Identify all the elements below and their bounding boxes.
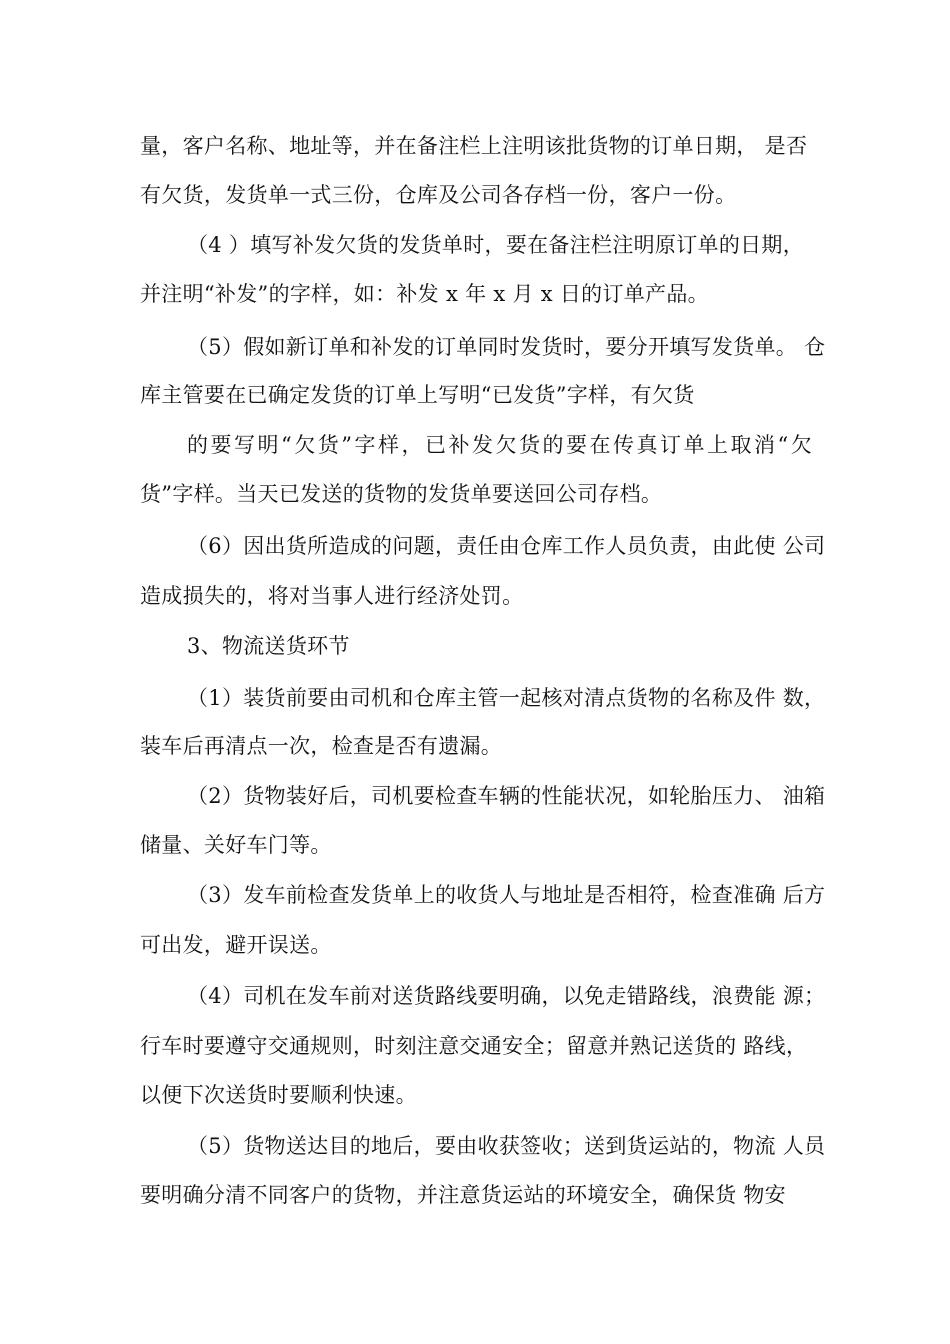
text-line-5: （5）假如新订单和补发的订单同时发货时，要分开填写发货单。 仓 xyxy=(187,335,826,359)
text-line-12: （1）装货前要由司机和仓库主管一起核对清点货物的名称及件 数， xyxy=(187,686,826,710)
text-line-4: 并注明“补发”的字样，如：补发 x 年 x 月 x 日的订单产品。 xyxy=(140,282,709,306)
text-line-13: 装车后再清点一次，检查是否有遗漏。 xyxy=(140,734,503,758)
text-line-16: （3）发车前检查发货单上的收货人与地址是否相符，检查准确 后方 xyxy=(187,883,826,907)
text-line-14: （2）货物装好后，司机要检查车辆的性能状况，如轮胎压力、 油箱 xyxy=(187,784,826,808)
text-line-22: 要明确分清不同客户的货物，并注意货运站的环境安全，确保货 物安 xyxy=(140,1183,786,1207)
text-line-17: 可出发，避开误送。 xyxy=(140,933,332,957)
text-line-20: 以便下次送货时要顺利快速。 xyxy=(140,1083,417,1107)
text-line-15: 储量、关好车门等。 xyxy=(140,833,332,857)
section-heading: 3、物流送货环节 xyxy=(187,634,350,658)
text-line-1: 量，客户名称、地址等，并在备注栏上注明该批货物的订单日期， 是否 xyxy=(140,134,808,158)
text-line-3: （4 ）填写补发欠货的发货单时，要在备注栏注明原订单的日期， xyxy=(187,233,805,257)
text-line-7: 的要写明“欠货”字样，已补发欠货的要在传真订单上取消“欠 xyxy=(187,433,815,457)
text-line-9: （6）因出货所造成的问题，责任由仓库工作人员负责，由此使 公司 xyxy=(187,534,826,558)
text-line-18: （4）司机在发车前对送货路线要明确，以免走错路线，浪费能 源； xyxy=(187,984,826,1008)
text-line-8: 货”字样。当天已发送的货物的发货单要送回公司存档。 xyxy=(140,482,663,506)
text-line-6: 库主管要在已确定发货的订单上写明“已发货”字样，有欠货 xyxy=(140,383,695,407)
text-line-21: （5）货物送达目的地后，要由收获签收；送到货运站的，物流 人员 xyxy=(187,1134,826,1158)
text-line-10: 造成损失的，将对当事人进行经济处罚。 xyxy=(140,584,524,608)
text-line-19: 行车时要遵守交通规则，时刻注意交通安全；留意并熟记送货的 路线， xyxy=(140,1034,808,1058)
text-line-2: 有欠货，发货单一式三份，仓库及公司各存档一份，客户一份。 xyxy=(140,183,737,207)
